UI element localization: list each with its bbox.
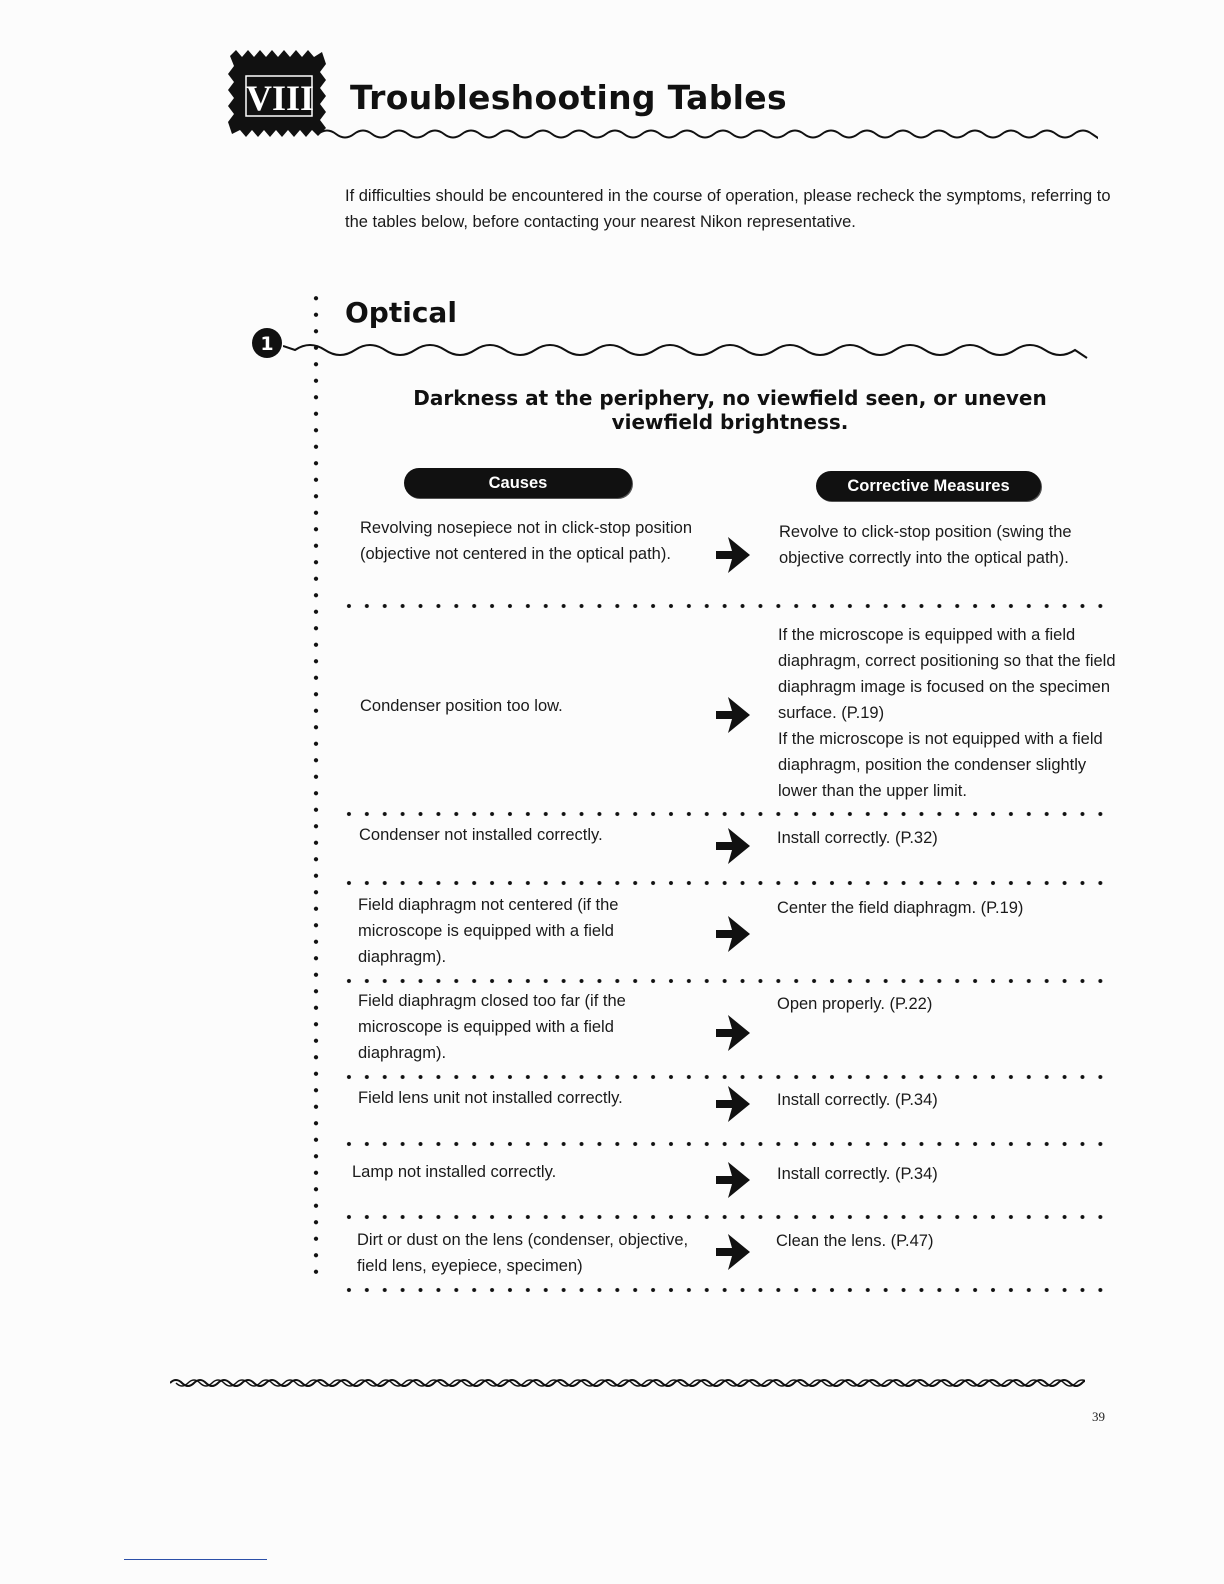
arrow-right-icon [714,1160,752,1200]
cause-text: Condenser not installed correctly. [359,826,603,844]
arrow-right-icon [714,914,752,954]
arrow-right-icon [714,1084,752,1124]
cause-text: Lamp not installed correctly. [352,1163,557,1181]
section-number-badge [251,327,283,359]
measure-text: Clean the lens. (P.47) [776,1232,934,1250]
corrective-measures-label: Corrective Measures [816,471,1041,501]
chapter-title-wave [318,124,1098,144]
intro-paragraph: If difficulties should be encountered in the course of operation, please recheck the symptoms, referring to the tables below, before contacting your nearest Nikon representative. [345,187,1111,231]
chapter-title: Troubleshooting Tables [350,78,787,117]
footer-wave [170,1372,1085,1394]
arrow-right-icon [714,535,752,575]
measure-text: Install correctly. (P.34) [777,1165,938,1183]
bottom-rule [124,1559,267,1560]
measure-text: If the microscope is equipped with a field diaphragm, correct positioning so that the field diaphragm image is focused on the specimen surface. (P.19) If the microscope is not equipped with a field diaphragm, position the condenser slightly lower than the upper limit. [778,626,1116,800]
measure-text: Install correctly. (P.34) [777,1091,938,1109]
measure-text: Open properly. (P.22) [777,995,933,1013]
cause-text: Field lens unit not installed correctly. [358,1089,623,1107]
section-number: 1 [260,333,274,355]
arrow-right-icon [714,826,752,866]
cause-text: Dirt or dust on the lens (condenser, objective, field lens, eyepiece, specimen) [357,1231,689,1275]
cause-text: Condenser position too low. [360,697,563,715]
measure-text: Install correctly. (P.32) [777,829,938,847]
dotted-margin-line [311,290,321,1285]
section-title-wave [283,336,1108,360]
measure-text: Center the field diaphragm. (P.19) [777,899,1024,917]
cause-text: Field diaphragm closed too far (if the microscope is equipped with a field diaphragm). [358,992,626,1062]
row-separator [340,602,1112,610]
arrow-right-icon [714,1232,752,1272]
row-separator [340,1073,1112,1081]
causes-label: Causes [404,468,632,498]
row-separator [340,1213,1112,1221]
row-separator [340,977,1112,985]
cause-text: Field diaphragm not centered (if the microscope is equipped with a field diaphragm). [358,896,619,966]
row-separator [340,1140,1112,1148]
row-separator [340,1286,1112,1294]
arrow-right-icon [714,695,752,735]
section-title: Optical [345,296,457,329]
measure-text: Revolve to click-stop position (swing the objective correctly into the optical path). [779,523,1072,567]
row-separator [340,810,1112,818]
chapter-number: VIII [245,78,315,118]
problem-heading: Darkness at the periphery, no viewfield seen, or uneven viewfield brightness. [413,386,1047,434]
page-number: 39 [1092,1409,1105,1424]
arrow-right-icon [714,1013,752,1053]
cause-text: Revolving nosepiece not in click-stop position (objective not centered in the optical path). [360,519,693,563]
row-separator [340,879,1112,887]
